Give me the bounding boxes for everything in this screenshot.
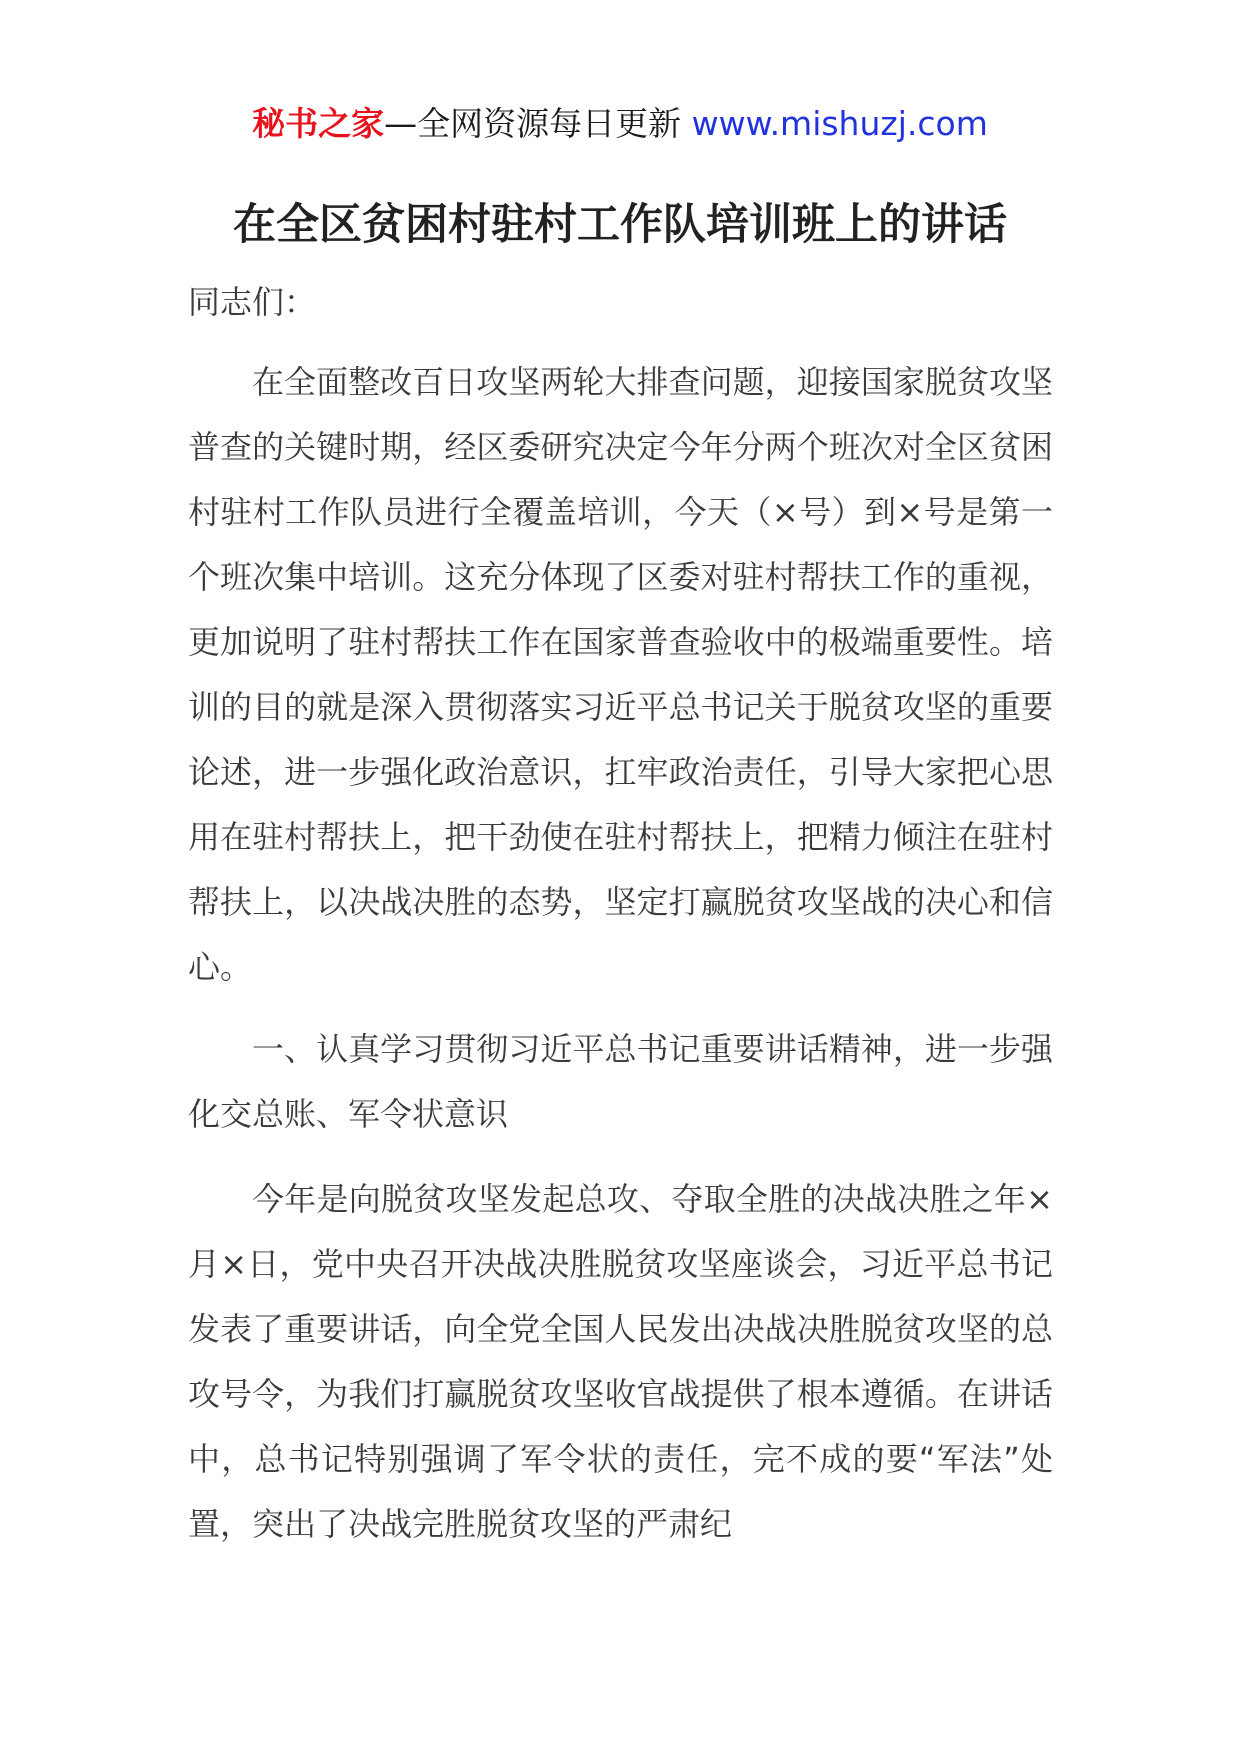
site-slogan: —全网资源每日更新 (384, 104, 692, 143)
site-brand: 秘书之家 (252, 104, 385, 143)
document-title: 在全区贫困村驻村工作队培训班上的讲话 (233, 200, 1007, 250)
section-heading-1: 一、认真学习贯彻习近平总书记重要讲话精神，进一步强化交总账、军令状意识 (188, 1030, 1053, 1133)
greeting: 同志们： (188, 283, 317, 321)
paragraph-2: 今年是向脱贫攻坚发起总攻、夺取全胜的决战决胜之年×月×日，党中央召开决战决胜脱贫攻坚座谈会，习近平总书记发表了重要讲话，向全党全国人民发出决战决胜脱贫攻坚的总攻号令，为我们打赢脱贫攻坚收官战提供了根本遵循。在讲话中，总书记特别强调了军令状的责任，完不成的要“军法”处置，突出了决战完胜脱贫攻坚的严肃纪 (188, 1180, 1053, 1543)
site-header (0, 98, 1240, 150)
paragraph-1: 在全面整改百日攻坚两轮大排查问题，迎接国家脱贫攻坚普查的关键时期，经区委研究决定今年分两个班次对全区贫困村驻村工作队员进行全覆盖培训，今天（×号）到×号是第一个班次集中培训。这充分体现了区委对驻村帮扶工作的重视，更加说明了驻村帮扶工作在国家普查验收中的极端重要性。培训的目的就是深入贯彻落实习近平总书记关于脱贫攻坚的重要论述，进一步强化政治意识，扛牢政治责任，引导大家把心思用在驻村帮扶上，把干劲使在驻村帮扶上，把精力倾注在驻村帮扶上，以决战决胜的态势，坚定打赢脱贫攻坚战的决心和信心。 (188, 363, 1053, 986)
site-url-link[interactable]: www.mishuzj.com (691, 104, 988, 143)
